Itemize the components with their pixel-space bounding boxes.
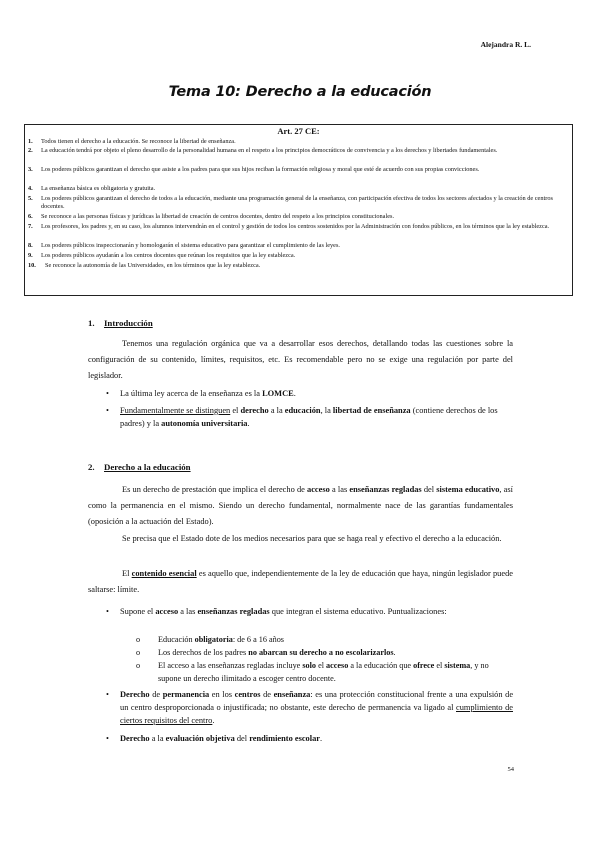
bullet-bold: enseñanzas regladas	[197, 607, 270, 616]
subitem-text: a la educación que	[348, 661, 414, 670]
article-item-8	[28, 242, 571, 250]
bullet-text: del	[234, 734, 250, 743]
section-2-subitem-2: o Los derechos de los padres no abarcan su derecho a no escolarizarlos.	[136, 648, 396, 657]
section-title: Introducción	[104, 318, 153, 328]
article-item-6	[28, 213, 571, 221]
article-item-number: 10.	[28, 262, 36, 269]
article-item-number: 9.	[28, 252, 33, 259]
article-item-4	[28, 185, 571, 193]
bullet-bold: derecho	[240, 406, 269, 415]
bullet-text: que integran el sistema educativo. Puntualizaciones:	[269, 607, 447, 616]
subitem-bold: obligatoria	[194, 635, 233, 644]
article-item-number: 4.	[28, 185, 33, 192]
article-item-10	[28, 262, 571, 270]
paragraph-text: Es un derecho de prestación que implica el derecho de	[122, 485, 308, 494]
article-item-number: 5.	[28, 195, 33, 202]
section-number: 1.	[88, 318, 95, 328]
subitem-text: : de 6 a 16 años	[232, 635, 284, 644]
article-item-2	[28, 147, 571, 155]
section-1-bullet-1: • La última ley acerca de la enseñanza es la LOMCE.	[106, 389, 296, 398]
section-number: 2.	[88, 462, 95, 472]
article-item-number: 3.	[28, 166, 33, 173]
section-2-paragraph-3	[88, 566, 513, 598]
subitem-text: El acceso a las enseñanzas regladas incluye	[158, 661, 303, 670]
article-item-text: Todos tienen el derecho a la educación. Se reconoce la libertad de enseñanza.	[41, 138, 236, 145]
article-item-5	[28, 195, 571, 211]
section-2-paragraph-1	[88, 482, 513, 530]
article-item-number: 8.	[28, 242, 33, 249]
paragraph-text: Se precisa que el Estado dote de los medios necesarios para que se haga real y efectivo el derecho a la educación.	[122, 534, 502, 543]
bullet-text: a las	[178, 607, 198, 616]
subitem-text: , y no supone un derecho ilimitado a escoger centro docente.	[158, 661, 489, 683]
subitem-text: el	[316, 661, 327, 670]
article-item-text: Los poderes públicos ayudarán a los centros docentes que reúnan los requisitos que la ley establezca.	[41, 252, 296, 259]
bullet-bold: Derecho	[120, 690, 150, 699]
bullet-bold: permanencia	[162, 690, 210, 699]
paragraph-bold: sistema educativo	[436, 485, 500, 494]
bullet-text: de	[260, 690, 274, 699]
section-1-paragraph	[88, 336, 513, 384]
subitem-bold: no abarcan su derecho a no escolarizarlos	[248, 648, 394, 657]
bullet-text: a la	[149, 734, 166, 743]
article-item-text: Se reconoce a las personas físicas y jurídicas la libertad de creación de centros docentes, dentro del respeto a los principios constitucionales.	[41, 213, 395, 220]
paragraph-bold: enseñanzas regladas	[349, 485, 422, 494]
article-item-text: Los poderes públicos garantizan el derecho que asiste a los padres para que sus hijos reciban la formación religiosa y moral que esté de acuerdo con sus propias convicciones.	[41, 166, 480, 173]
article-item-9	[28, 252, 571, 260]
bullet-bold: libertad de enseñanza	[332, 406, 411, 415]
bullet-text: : es una protección constitucional frente a una expulsión de un centro desproporcionada o injustificada; no obstante, este derecho de permanencia va ligado al	[120, 690, 514, 712]
section-1-heading	[88, 318, 153, 328]
article-heading: Art. 27 CE:	[277, 126, 320, 136]
paragraph-text: Tenemos una regulación orgánica que va a desarrollar esos derechos, detallando todas las cuestiones sobre la configuración de su contenido, límites, requisitos, etc. Es recomendable pero no se exige una regulación por parte del legislador.	[88, 339, 513, 380]
section-2-bullet-1: • Supone el acceso a las enseñanzas regladas que integran el sistema educativo. Puntualizaciones:	[106, 607, 447, 616]
paragraph-text: es aquello que, independientemente de la ley de educación que haya, ningún legislador puede saltarse: límite.	[88, 569, 513, 594]
bullet-text: Supone el	[120, 607, 156, 616]
subitem-bold: sistema	[444, 661, 471, 670]
subitem-bold: acceso	[326, 661, 349, 670]
bullet-text: .	[319, 734, 323, 743]
article-box	[24, 124, 573, 296]
article-item-3	[28, 166, 571, 174]
bullet-text: a la	[268, 406, 285, 415]
bullet-bold: centros	[234, 690, 261, 699]
article-item-text: Los profesores, los padres y, en su caso, los alumnos intervendrán en el control y gestión de todos los centros sostenidos por la Administración con fondos públicos, en los términos que la ley establezca.	[41, 223, 550, 230]
section-title: Derecho a la educación	[104, 462, 191, 472]
bullet-text: La última ley acerca de la enseñanza es la	[120, 389, 263, 398]
bullet-text: en los	[209, 690, 235, 699]
article-item-text: Los poderes públicos garantizan el derecho de todos a la educación, mediante una programación general de la enseñanza, con participación efectiva de todos los sectores afectados y la creación de centros docentes.	[41, 195, 553, 210]
bullet-underlined: cumplimiento de ciertos requisitos del centro	[120, 703, 513, 725]
paragraph-text: a las	[329, 485, 350, 494]
subitem-text: el	[434, 661, 445, 670]
section-1-bullet-2: • Fundamentalmente se distinguen el derecho a la educación, la libertad de enseñanza (contiene derechos de los padres) y la autonomía universitaria.	[106, 406, 498, 428]
bullet-bold: educación	[284, 406, 321, 415]
paragraph-text: del	[421, 485, 437, 494]
paragraph-text: , así como la permanencia en el mismo. Siendo un derecho fundamental, normalmente nace de las garantías fundamentales (oposición a la actuación del Estado).	[88, 485, 513, 526]
section-2-heading	[88, 462, 191, 472]
bullet-bold: LOMCE	[262, 389, 294, 398]
subitem-bold: ofrece	[413, 661, 435, 670]
article-item-text: La enseñanza básica es obligatoria y gratuita.	[41, 185, 156, 192]
bullet-text: el	[230, 406, 241, 415]
article-item-number: 7.	[28, 223, 33, 230]
bullet-text: .	[212, 716, 215, 725]
bullet-bold: rendimiento escolar	[249, 734, 320, 743]
article-item-1	[28, 138, 571, 146]
subitem-text: .	[393, 648, 396, 657]
bullet-text: .	[247, 419, 250, 428]
bullet-bold: Derecho	[120, 734, 150, 743]
article-item-number: 2.	[28, 147, 33, 154]
bullet-bold: acceso	[155, 607, 179, 616]
section-2-paragraph-2	[88, 531, 513, 547]
article-item-text: Se reconoce la autonomía de las Universidades, en los términos que la ley establezca.	[45, 262, 261, 269]
page-number: 54	[507, 766, 514, 773]
bullet-text: de	[149, 690, 163, 699]
bullet-bold: evaluación objetiva	[165, 734, 235, 743]
article-item-text: La educación tendrá por objeto el pleno desarrollo de la personalidad humana en el respeto a los principios democráticos de convivencia y a los derechos y libertades fundamentales.	[41, 147, 498, 154]
section-2-bullet-3: • Derecho a la evaluación objetiva del rendimiento escolar.	[106, 734, 323, 743]
page-title: Tema 10: Derecho a la educación	[168, 84, 432, 100]
author-name: Alejandra R. L.	[480, 40, 531, 49]
subitem-text: Educación	[158, 635, 195, 644]
subitem-bold: solo	[302, 661, 317, 670]
section-2-subitem-3: o El acceso a las enseñanzas regladas incluye solo el acceso a la educación que ofrece el sistema, y no supone un derecho ilimitado a escoger centro docente.	[136, 661, 489, 683]
section-2-subitem-1: o Educación obligatoria: de 6 a 16 años	[136, 635, 284, 644]
article-item-7	[28, 223, 571, 231]
paragraph-text: El	[122, 569, 132, 578]
article-item-number: 6.	[28, 213, 33, 220]
article-item-text: Los poderes públicos inspeccionarán y homologarán el sistema educativo para garantizar el cumplimiento de las leyes.	[41, 242, 341, 249]
bullet-text: .	[293, 389, 296, 398]
subitem-text: Los derechos de los padres	[158, 648, 249, 657]
paragraph-bold: acceso	[307, 485, 330, 494]
paragraph-bold: contenido esencial	[131, 569, 197, 578]
section-2-bullet-2: • Derecho de permanencia en los centros de enseñanza: es una protección constitucional frente a una expulsión de un centro desproporcionada o injustificada; no obstante, este derecho de permanencia va ligado al cumplimiento de ciertos requisitos del centro.	[106, 690, 514, 725]
bullet-bold: enseñanza	[273, 690, 311, 699]
bullet-text: , la	[320, 406, 333, 415]
bullet-text: (contiene derechos de los padres) y la	[120, 406, 498, 428]
bullet-underlined: Fundamentalmente se distinguen	[120, 406, 231, 415]
article-item-number: 1.	[28, 138, 33, 145]
bullet-bold: autonomía universitaria	[161, 419, 248, 428]
